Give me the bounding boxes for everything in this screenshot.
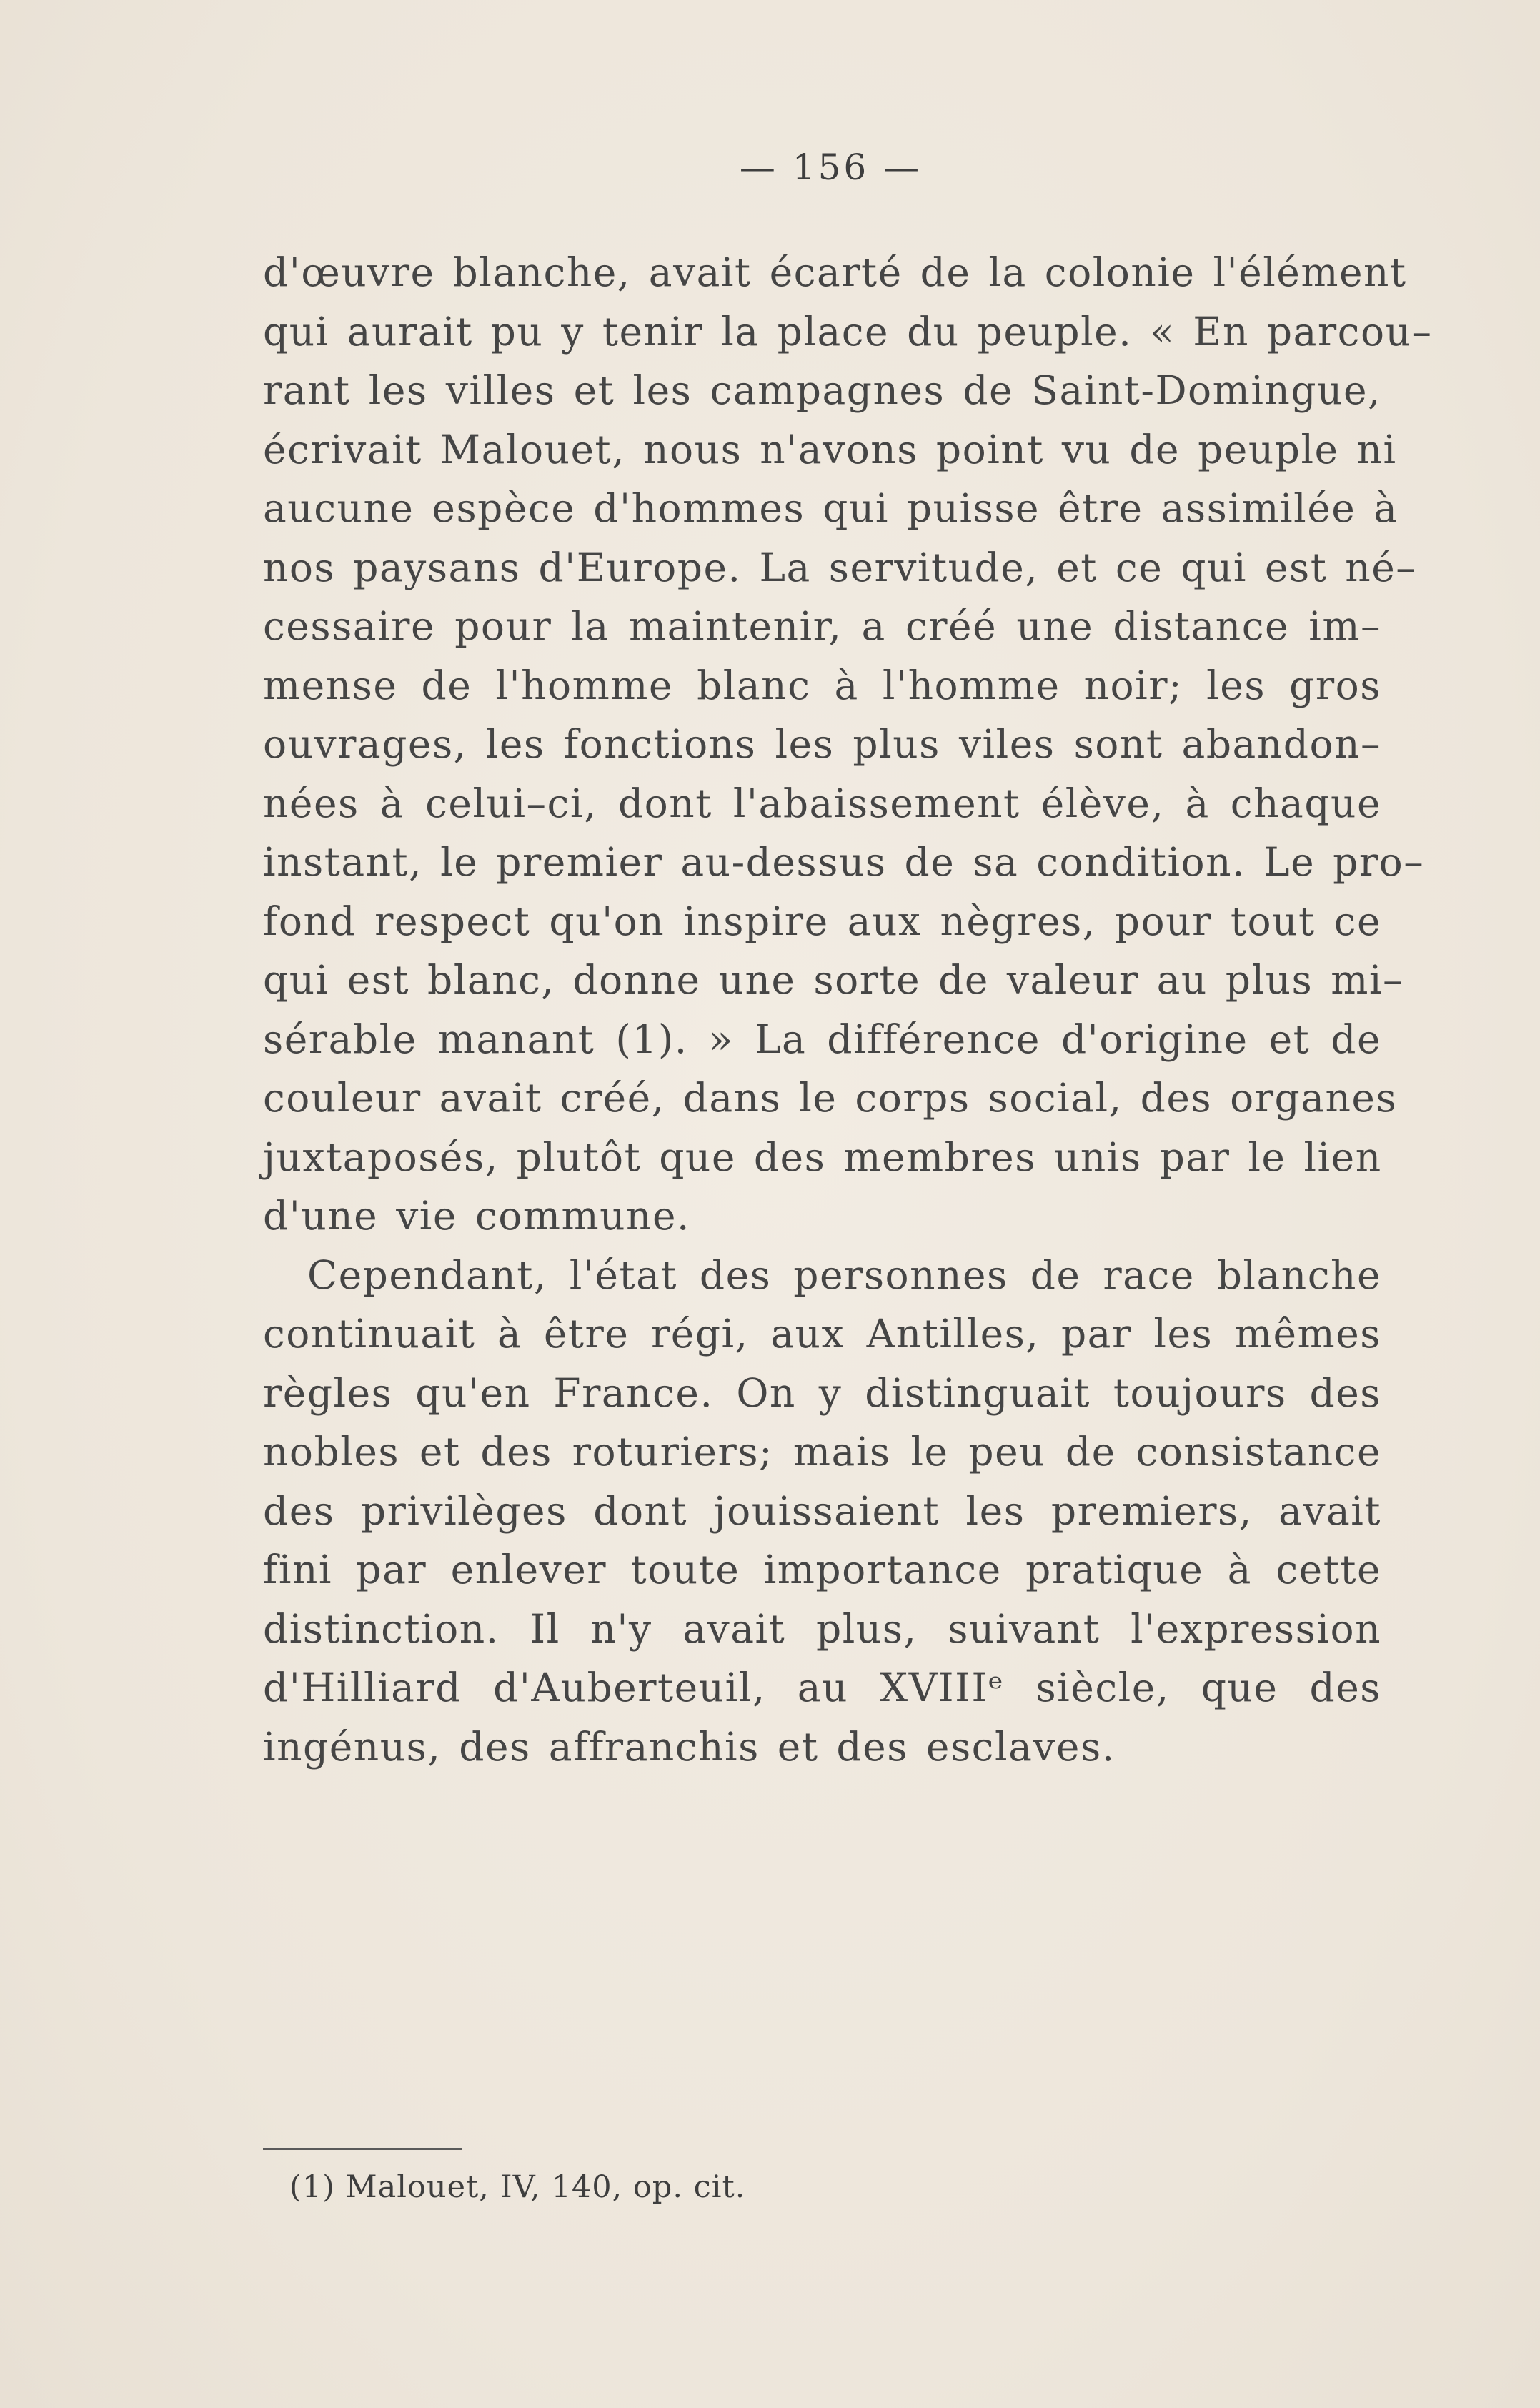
text-line: rant les villes et les campagnes de Saint-Domingue, bbox=[263, 367, 1381, 413]
text-line: ouvrages, les fonctions les plus viles sont abandon– bbox=[263, 721, 1381, 767]
text-line: des privilèges dont jouissaient les premiers, avait bbox=[263, 1487, 1381, 1534]
text-line: fond respect qu'on inspire aux nègres, pour tout ce bbox=[263, 898, 1381, 944]
text-line: fini par enlever toute importance pratique à cette bbox=[263, 1547, 1381, 1592]
text-line: d'une vie commune. bbox=[263, 1193, 690, 1239]
body-text bbox=[263, 243, 1433, 1776]
text-line: règles qu'en France. On y distinguait toujours des bbox=[263, 1369, 1381, 1416]
text-line: qui est blanc, donne une sorte de valeur au plus mi– bbox=[263, 957, 1404, 1003]
text-line: nées à celui–ci, dont l'abaissement élève, à chaque bbox=[263, 780, 1381, 826]
text-line: nos paysans d'Europe. La servitude, et ce qui est né– bbox=[263, 544, 1417, 590]
footnote: (1) Malouet, IV, 140, op. cit. bbox=[289, 2169, 746, 2205]
text-line: mense de l'homme blanc à l'homme noir; les gros bbox=[263, 662, 1381, 708]
text-line: qui aurait pu y tenir la place du peuple. « En parcou– bbox=[263, 308, 1433, 355]
text-line: juxtaposés, plutôt que des membres unis par le lien bbox=[263, 1134, 1382, 1180]
text-line: cessaire pour la maintenir, a créé une distance im– bbox=[263, 603, 1381, 649]
text-line: écrivait Malouet, nous n'avons point vu de peuple ni bbox=[263, 426, 1397, 472]
text-line: couleur avait créé, dans le corps social, des organes bbox=[263, 1075, 1398, 1121]
text-line: ingénus, des affranchis et des esclaves. bbox=[263, 1723, 1116, 1770]
text-line: d'Hilliard d'Auberteuil, au XVIIIᵉ siècle, que des bbox=[263, 1665, 1381, 1710]
text-line: distinction. Il n'y avait plus, suivant l'expression bbox=[263, 1605, 1381, 1652]
text-line: instant, le premier au-dessus de sa condition. Le pro– bbox=[263, 839, 1425, 885]
text-line: d'œuvre blanche, avait écarté de la colonie l'élément bbox=[263, 249, 1407, 295]
footnote-rule bbox=[263, 2148, 462, 2150]
text-line: sérable manant (1). » La différence d'origine et de bbox=[263, 1016, 1381, 1062]
text-line: nobles et des roturiers; mais le peu de consistance bbox=[263, 1429, 1381, 1475]
page-number: — 156 — bbox=[739, 147, 923, 188]
text-line: Cependant, l'état des personnes de race blanche bbox=[307, 1252, 1381, 1298]
text-line: continuait à être régi, aux Antilles, par les mêmes bbox=[263, 1311, 1381, 1357]
text-line: aucune espèce d'hommes qui puisse être assimilée à bbox=[263, 485, 1399, 531]
